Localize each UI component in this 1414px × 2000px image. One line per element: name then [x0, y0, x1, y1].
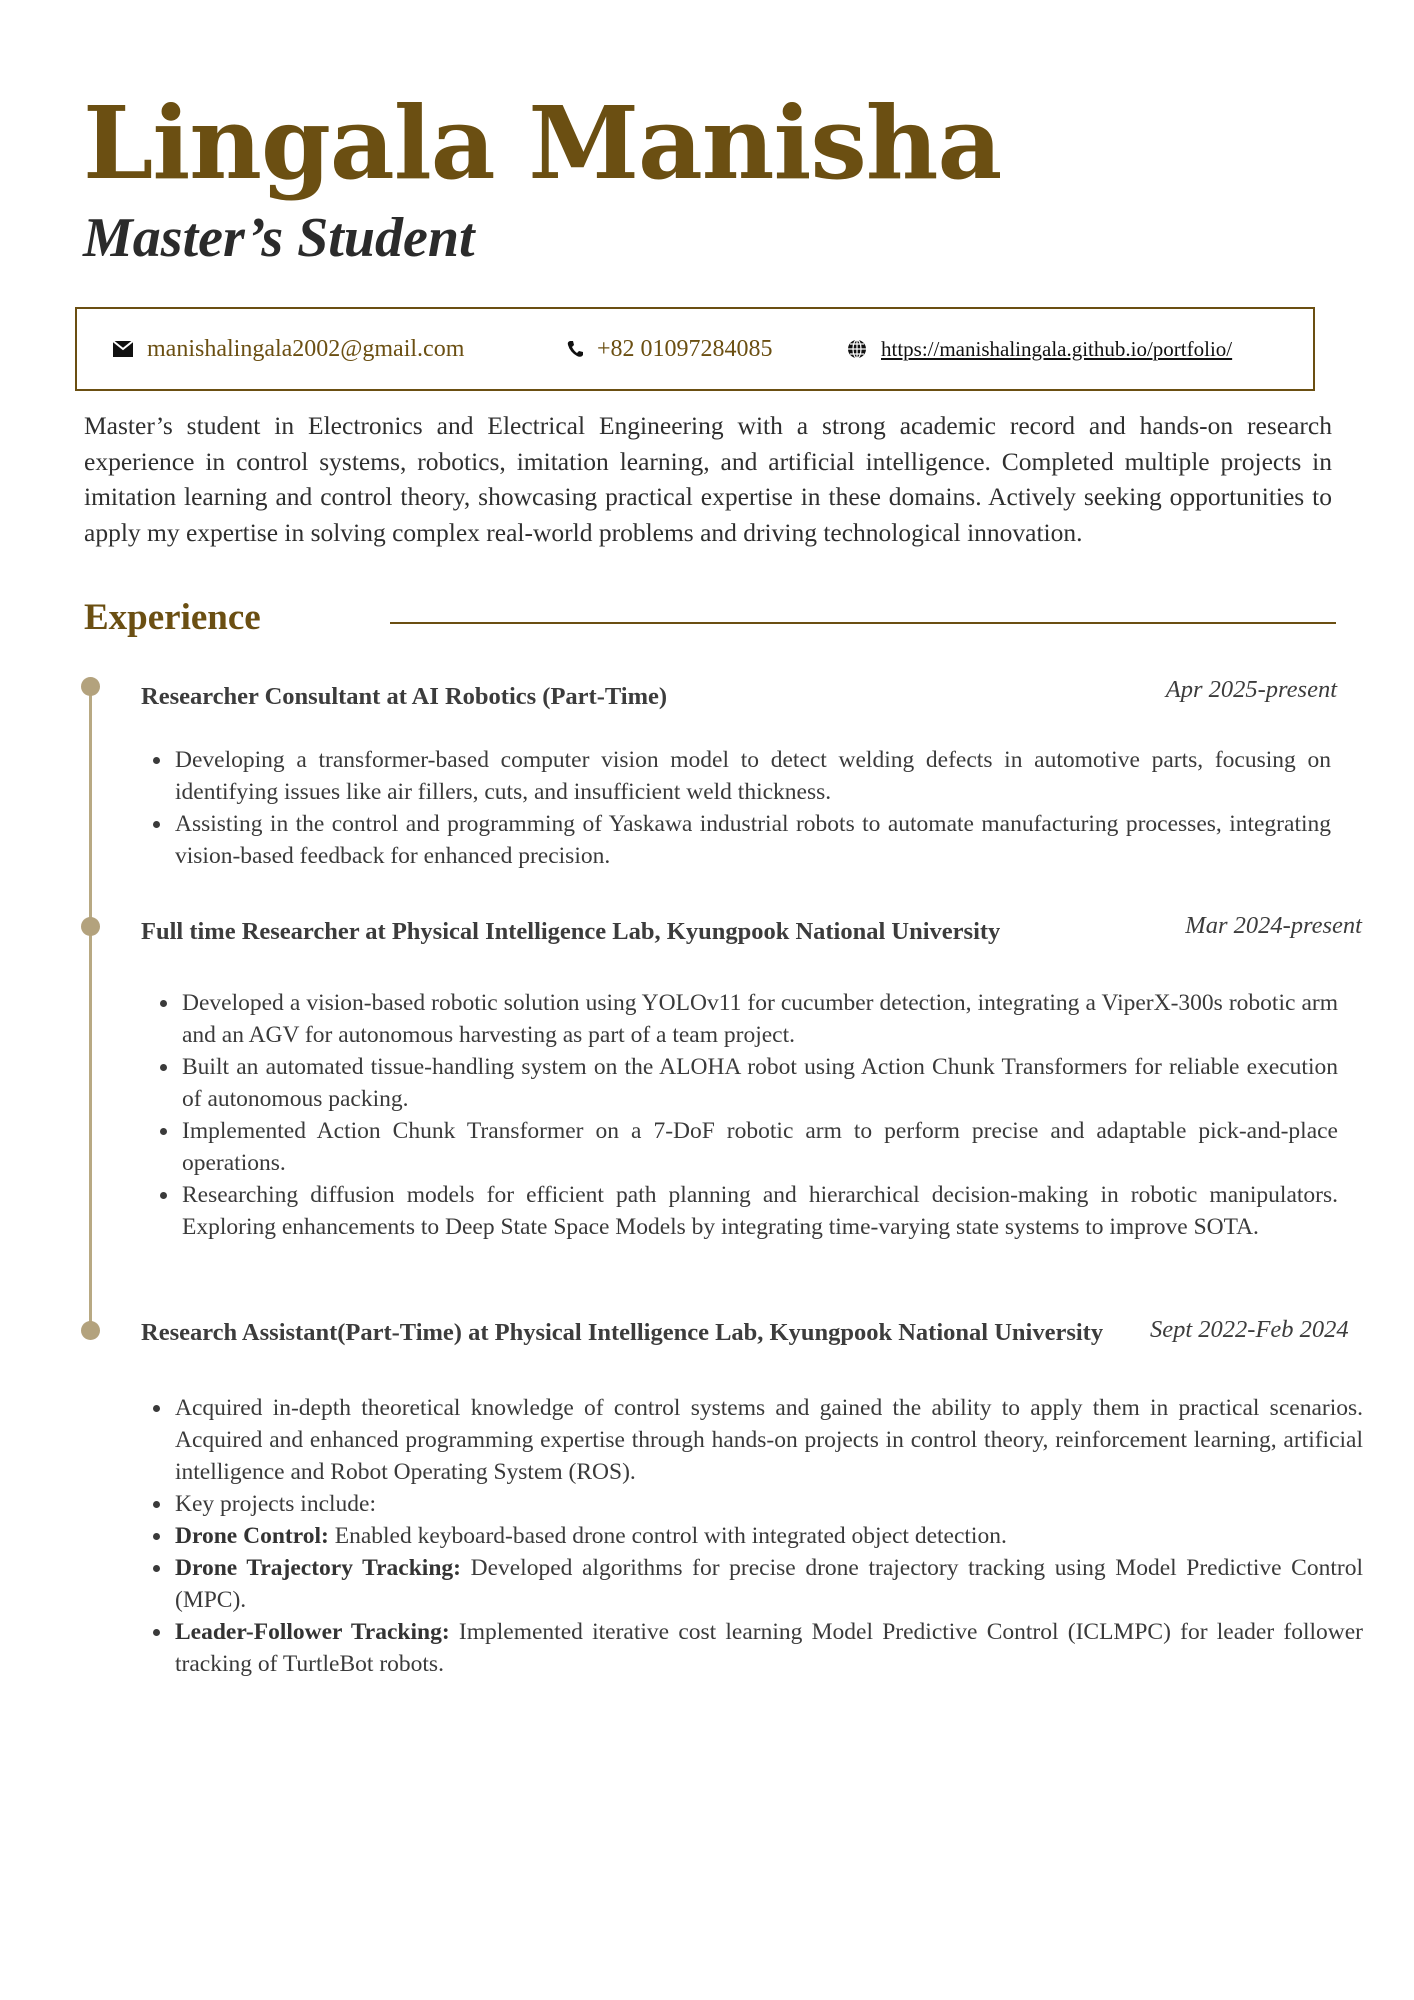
project-item [175, 1552, 1363, 1616]
job-date: Mar 2024-present [1185, 912, 1362, 939]
job-bullets [175, 1392, 1363, 1680]
timeline-line [89, 684, 92, 1324]
job-title: Researcher Consultant at AI Robotics (Part-Time) [141, 683, 668, 710]
candidate-role: Master’s Student [83, 207, 475, 269]
envelope-icon [113, 341, 133, 357]
list-item: Researching diffusion models for efficient path planning and hierarchical decision-making in robotic manipulators. Exploring enhancements to Deep State Space Models by integrating time-varying state systems to improve SOTA. [182, 1179, 1338, 1243]
experience-heading: Experience [84, 597, 261, 638]
project-text: Implemented iterative cost learning Model Predictive Control (ICLMPC) for leader follower tracking of TurtleBot robots. [175, 1619, 1363, 1677]
project-text: Enabled keyboard-based drone control with integrated object detection. [328, 1523, 1007, 1549]
project-label: Drone Trajectory Tracking: [175, 1555, 461, 1581]
job-date: Sept 2022-Feb 2024 [1150, 1316, 1349, 1343]
globe-icon [847, 339, 867, 359]
list-item: Developing a transformer-based computer vision model to detect welding defects in automotive parts, focusing on identifying issues like air fillers, cuts, and insufficient weld thickness. [175, 744, 1331, 808]
job-bullets [182, 987, 1338, 1243]
project-text: Developed algorithms for precise drone trajectory tracking using Model Predictive Control (MPC). [175, 1555, 1363, 1613]
job-title: Full time Researcher at Physical Intelligence Lab, Kyungpook National University [141, 918, 1001, 945]
contact-website[interactable] [847, 309, 1232, 389]
phone-icon [567, 340, 583, 358]
job-bullets [175, 744, 1331, 872]
contact-email[interactable] [113, 309, 464, 389]
contact-box [75, 307, 1315, 391]
timeline-dot [81, 677, 100, 696]
list-item: Assisting in the control and programming of Yaskawa industrial robots to automate manufacturing processes, integrating vision-based feedback for enhanced precision. [175, 808, 1331, 872]
profile-summary: Master’s student in Electronics and Electrical Engineering with a strong academic record and hands-on research experience in control systems, robotics, imitation learning, and artificial intelligence. Completed multiple projects in imitation learning and control theory, showcasing practical expertise in these domains. Actively seeking opportunities to apply my expertise in solving complex real-world problems and driving technological innovation. [84, 411, 1332, 547]
email-text: manishalingala2002@gmail.com [147, 335, 465, 362]
website-link[interactable]: https://manishalingala.github.io/portfolio/ [881, 336, 1233, 361]
contact-phone[interactable] [567, 309, 773, 389]
phone-text: +82 01097284085 [597, 335, 773, 362]
list-item: Developed a vision-based robotic solution using YOLOv11 for cucumber detection, integrating a ViperX-300s robotic arm and an AGV for autonomous harvesting as part of a team project. [182, 987, 1338, 1051]
candidate-name: Lingala Manisha [83, 84, 1002, 202]
list-item: Implemented Action Chunk Transformer on a 7-DoF robotic arm to perform precise and adaptable pick-and-place operations. [182, 1115, 1338, 1179]
section-divider [390, 622, 1336, 624]
list-item: Acquired in-depth theoretical knowledge of control systems and gained the ability to apply them in practical scenarios. Acquired and enhanced programming expertise through hands-on projects in control theory, reinforcement learning, artificial intelligence and Robot Operating System (ROS). [175, 1392, 1363, 1488]
list-item: Key projects include: [175, 1488, 1363, 1520]
project-label: Leader-Follower Tracking: [175, 1619, 450, 1645]
project-item [175, 1520, 1363, 1552]
timeline-dot [81, 917, 100, 936]
project-item [175, 1616, 1363, 1680]
list-item: Built an automated tissue-handling system on the ALOHA robot using Action Chunk Transformers for reliable execution of autonomous packing. [182, 1051, 1338, 1115]
job-title: Research Assistant(Part-Time) at Physical Intelligence Lab, Kyungpook National University [141, 1319, 1104, 1346]
timeline-dot [81, 1321, 100, 1340]
job-date: Apr 2025-present [1165, 676, 1337, 703]
project-label: Drone Control: [175, 1523, 329, 1549]
